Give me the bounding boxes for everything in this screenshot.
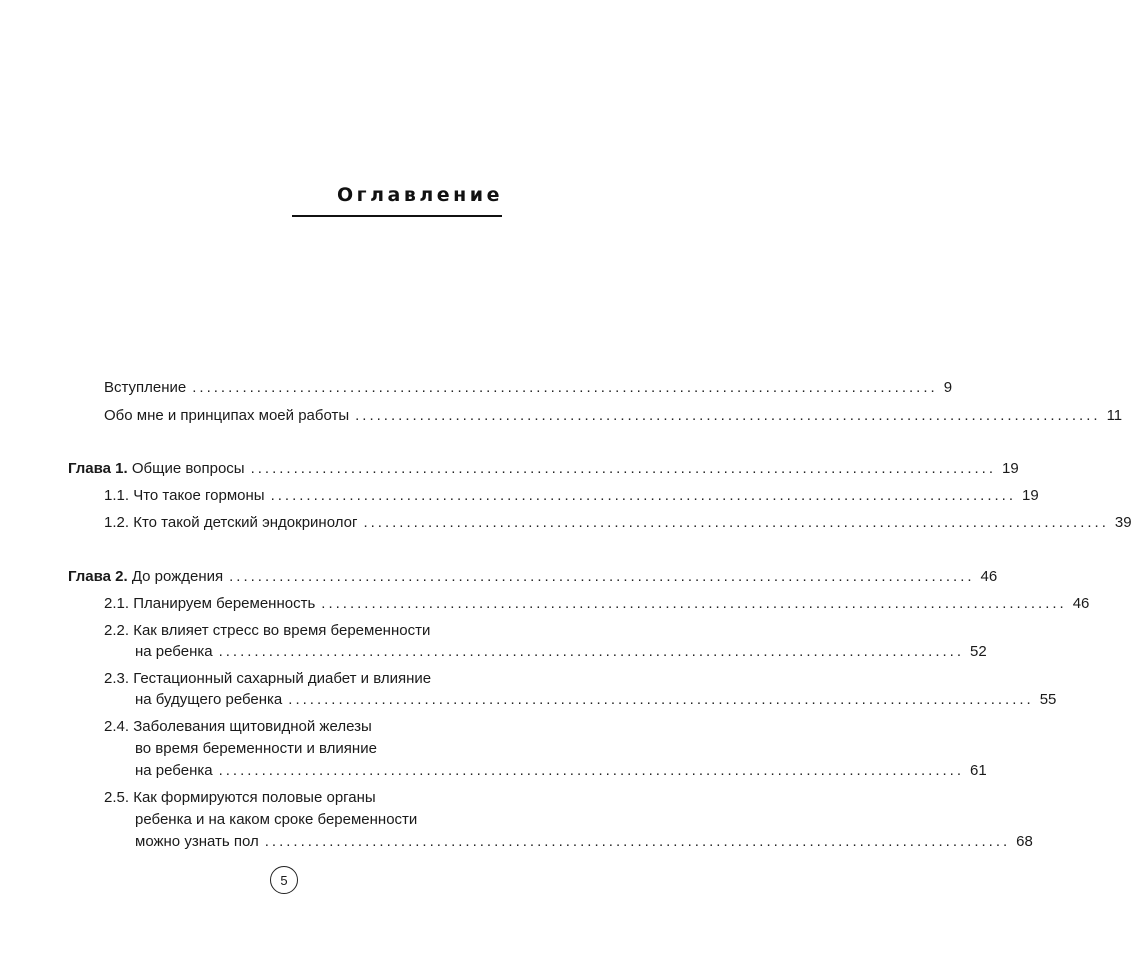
toc-entry-2-3[interactable] xyxy=(135,690,1057,710)
toc-entry-2-5-first-line[interactable] xyxy=(104,788,376,808)
toc-entry-page: 11 xyxy=(1106,407,1123,424)
dot-leader: ........................................................................................................ xyxy=(218,762,965,779)
toc-entry-2-5[interactable] xyxy=(135,832,1033,852)
section-number: 1.1. xyxy=(104,487,130,504)
toc-entry-label: Заболевания щитовидной железы xyxy=(133,718,372,735)
section-number: 2.2. xyxy=(104,622,130,639)
toc-entry-2-2[interactable] xyxy=(135,642,987,662)
toc-entry-label: на будущего ребенка xyxy=(135,691,283,708)
dot-leader: ........................................................................................................ xyxy=(355,407,1101,424)
section-number: 2.1. xyxy=(104,595,130,612)
toc-entry-label: Гестационный сахарный диабет и влияние xyxy=(133,670,432,687)
toc-entry-label: До рождения xyxy=(131,568,224,585)
toc-entry-label: на ребенка xyxy=(135,762,213,779)
dot-leader: ........................................................................................................ xyxy=(218,643,965,660)
toc-entry-page: 52 xyxy=(970,643,987,660)
toc-entry-label: Что такое гормоны xyxy=(133,487,265,504)
dot-leader: ........................................................................................................ xyxy=(192,379,938,396)
section-number: 2.4. xyxy=(104,718,130,735)
toc-entry-label: Кто такой детский эндокринолог xyxy=(133,514,358,531)
toc-entry-2-4[interactable] xyxy=(135,761,987,781)
toc-entry-page: 68 xyxy=(1016,833,1033,850)
toc-entry-intro[interactable] xyxy=(104,378,953,398)
section-number: 2.3. xyxy=(104,670,130,687)
title-underline xyxy=(292,215,502,217)
toc-entry-1-2[interactable] xyxy=(104,513,1132,533)
toc-entry-2-4-first-line[interactable] xyxy=(104,717,372,737)
dot-leader: ........................................................................................................ xyxy=(264,833,1011,850)
toc-entry-label: на ребенка xyxy=(135,643,213,660)
toc-entry-page: 46 xyxy=(980,568,998,585)
toc-entry-2-3-first-line[interactable] xyxy=(104,669,431,689)
dot-leader: ........................................................................................................ xyxy=(321,595,1067,612)
dot-leader: ........................................................................................................ xyxy=(270,487,1017,504)
chapter-prefix: Глава 1. xyxy=(68,460,128,477)
toc-entry-label: Как влияет стресс во время беременности xyxy=(133,622,431,639)
page-number-badge: 5 xyxy=(270,866,298,894)
toc-entry-page: 9 xyxy=(943,379,953,396)
dot-leader: ........................................................................................................ xyxy=(250,460,996,477)
toc-entry-label: Обо мне и принципах моей работы xyxy=(104,407,350,424)
toc-chapter-2[interactable] xyxy=(68,567,998,587)
toc-entry-about[interactable] xyxy=(104,406,1123,426)
toc-entry-page: 39 xyxy=(1114,514,1132,531)
toc-entry-label: Как формируются половые органы xyxy=(133,789,376,806)
toc-entry-2-4-second-line: во время беременности и влияние xyxy=(135,740,377,757)
toc-entry-label: можно узнать пол xyxy=(135,833,259,850)
toc-entry-page: 55 xyxy=(1039,691,1057,708)
toc-entry-page: 19 xyxy=(1022,487,1039,504)
dot-leader: ........................................................................................................ xyxy=(363,514,1109,531)
toc-entry-page: 19 xyxy=(1002,460,1019,477)
dot-leader: ........................................................................................................ xyxy=(229,568,975,585)
section-number: 1.2. xyxy=(104,514,130,531)
toc-chapter-1[interactable] xyxy=(68,459,1019,479)
toc-entry-label: Вступление xyxy=(104,379,187,396)
toc-entry-1-1[interactable] xyxy=(104,486,1039,506)
toc-entry-label: Планируем беременность xyxy=(133,595,316,612)
section-number: 2.5. xyxy=(104,789,130,806)
toc-title: Оглавление xyxy=(337,184,503,206)
dot-leader: ........................................................................................................ xyxy=(288,691,1034,708)
toc-entry-2-5-second-line: ребенка и на каком сроке беременности xyxy=(135,811,418,828)
toc-entry-page: 61 xyxy=(970,762,987,779)
chapter-prefix: Глава 2. xyxy=(68,568,128,585)
toc-entry-page: 46 xyxy=(1072,595,1090,612)
toc-entry-2-2-first-line[interactable] xyxy=(104,621,430,641)
toc-entry-label: Общие вопросы xyxy=(131,460,245,477)
toc-entry-2-1[interactable] xyxy=(104,594,1090,614)
